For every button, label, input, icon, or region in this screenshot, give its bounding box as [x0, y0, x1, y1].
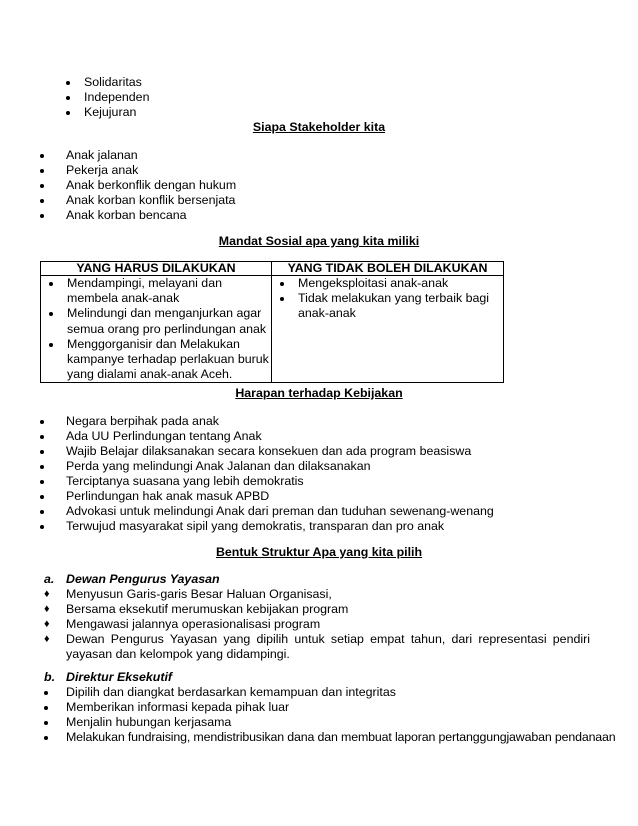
dont-cell	[272, 276, 504, 383]
list-item: Pekerja anak	[40, 163, 236, 178]
list-item: Advokasi untuk melindungi Anak dari preman dan tuduhan sewenang-wenang	[40, 504, 494, 519]
list-item: Terwujud masyarakat sipil yang demokratis, transparan dan pro anak	[40, 519, 494, 534]
section-b-list	[44, 685, 616, 745]
section-b-letter: b.	[44, 670, 56, 684]
list-item: Negara berpihak pada anak	[40, 414, 494, 429]
harapan-list	[40, 414, 494, 534]
list-item: Ada UU Perlindungan tentang Anak	[40, 429, 494, 444]
list-item: Dipilih dan diangkat berdasarkan kemampuan dan integritas	[44, 685, 594, 700]
section-a-label: Dewan Pengurus Yayasan	[66, 572, 220, 586]
list-item: Anak korban bencana	[40, 208, 236, 223]
list-item: ♦ Mengawasi jalannya operasionalisasi program	[44, 617, 590, 632]
list-item: Anak berkonflik dengan hukum	[40, 178, 236, 193]
list-item: Perda yang melindungi Anak Jalanan dan dilaksanakan	[40, 459, 494, 474]
section-b-title	[44, 670, 172, 685]
mandat-table	[40, 261, 504, 383]
list-item: Wajib Belajar dilaksanakan secara konsekuen dan ada program beasiswa	[40, 444, 494, 459]
stakeholder-heading: Siapa Stakeholder kita	[252, 120, 386, 134]
list-item: Kejujuran	[66, 105, 149, 120]
do-cell	[41, 276, 272, 383]
harapan-heading: Harapan terhadap Kebijakan	[235, 386, 403, 400]
list-item: ♦ Dewan Pengurus Yayasan yang dipilih untuk setiap empat tahun, dari representasi pendiri yayasan dan kelompok yang didampingi.	[44, 632, 590, 662]
list-item: Tidak melakukan yang terbaik bagi anak-anak	[272, 291, 503, 321]
list-item: Melakukan fundraising, mendistribusikan dana dan membuat laporan pertanggungjawaban pendanaan	[44, 730, 594, 745]
list-item: Menggorganisir dan Melakukan kampanye terhadap perlakuan buruk yang dialami anak-anak Aceh.	[41, 337, 271, 383]
list-item: Solidaritas	[66, 75, 149, 90]
list-item: Independen	[66, 90, 149, 105]
list-item: Mendampingi, melayani dan membela anak-anak	[41, 276, 271, 306]
list-item: Melindungi dan menganjurkan agar semua orang pro perlindungan anak	[41, 306, 271, 336]
list-item: ♦ Menyusun Garis-garis Besar Haluan Organisasi,	[44, 587, 590, 602]
list-item: Perlindungan hak anak masuk APBD	[40, 489, 494, 504]
list-item: ♦ Bersama eksekutif merumuskan kebijakan program	[44, 602, 590, 617]
list-item: Menjalin hubungan kerjasama	[44, 715, 594, 730]
section-a-letter: a.	[44, 572, 55, 586]
table-row	[41, 276, 504, 383]
mandat-heading: Mandat Sosial apa yang kita miliki	[218, 234, 420, 248]
list-item: Anak jalanan	[40, 148, 236, 163]
section-a-list	[44, 587, 590, 662]
column-header-do: YANG HARUS DILAKUKAN	[41, 262, 272, 276]
stakeholder-list	[40, 148, 236, 223]
table-header-row	[41, 262, 504, 276]
list-item: Terciptanya suasana yang lebih demokratis	[40, 474, 494, 489]
values-list	[66, 75, 149, 120]
column-header-dont: YANG TIDAK BOLEH DILAKUKAN	[272, 262, 504, 276]
section-a-title	[44, 572, 220, 587]
list-item: Mengeksploitasi anak-anak	[272, 276, 503, 291]
list-item: Memberikan informasi kepada pihak luar	[44, 700, 594, 715]
list-item: Anak korban konflik bersenjata	[40, 193, 236, 208]
struktur-heading: Bentuk Struktur Apa yang kita pilih	[215, 545, 423, 559]
section-b-label: Direktur Eksekutif	[66, 670, 173, 684]
